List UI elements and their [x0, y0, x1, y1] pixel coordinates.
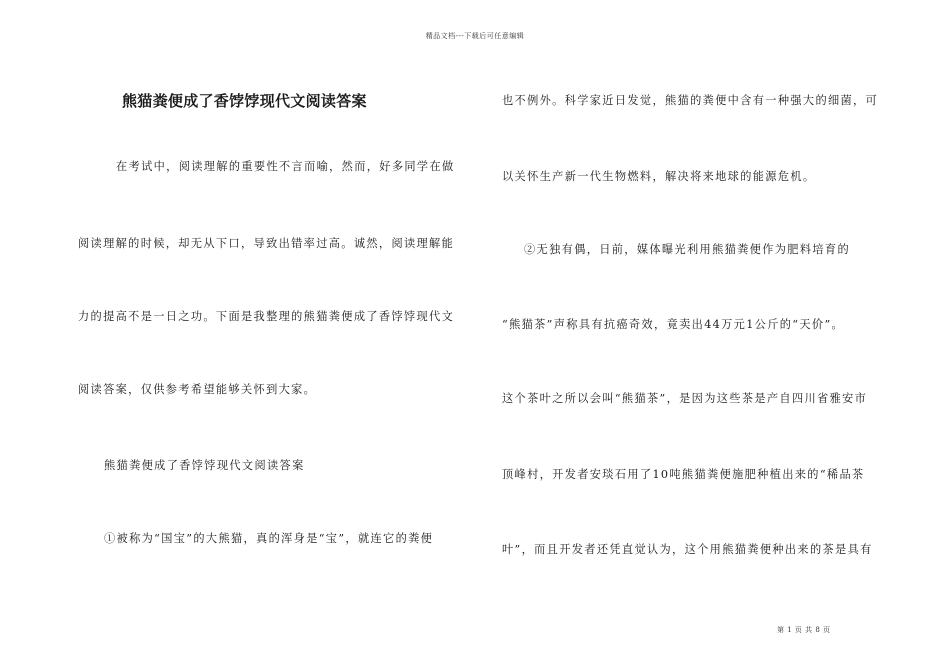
- document-title: 熊猫粪便成了香饽饽现代文阅读答案: [122, 92, 367, 110]
- paragraph-line: 在考试中，阅读理解的重要性不言而喻，然而，好多同学在做: [116, 160, 455, 173]
- paragraph-line: 叶”，而且开发者还凭直觉认为，这个用熊猫粪便种出来的茶是具有: [502, 543, 873, 556]
- paragraph-line: 阅读理解的时候，却无从下口，导致出错率过高。诚然，阅读理解能: [78, 237, 455, 250]
- paragraph-line: “熊猫茶”声称具有抗癌奇效，竟卖出44万元1公斤的“天价”。: [502, 318, 845, 331]
- paragraph-line: 顶峰村，开发者安琰石用了10吨熊猫粪便施肥种植出来的“稀品茶: [502, 468, 865, 481]
- page-header: 精品文档---下载后可任意编辑: [425, 32, 525, 40]
- paragraph-line: 也不例外。科学家近日发觉，熊猫的粪便中含有一种强大的细菌，可: [502, 94, 879, 107]
- paragraph-line: 这个茶叶之所以会叫“熊猫茶”，是因为这些茶是产自四川省雅安市: [502, 392, 868, 405]
- paragraph-line: ②无独有偶，日前，媒体曝光利用熊猫粪便作为肥料培育的: [524, 243, 850, 256]
- paragraph-line: 以关怀生产新一代生物燃料，解决将来地球的能源危机。: [502, 170, 816, 183]
- paragraph-line: 力的提高不是一日之功。下面是我整理的熊猫粪便成了香饽饽现代文: [78, 310, 455, 323]
- paragraph-line: 阅读答案，仅供参考希望能够关怀到大家。: [78, 383, 317, 396]
- paragraph-line: ①被称为“国宝”的大熊猫，真的浑身是“宝”，就连它的粪便: [104, 532, 434, 545]
- section-heading: 熊猫粪便成了香饽饽现代文阅读答案: [104, 459, 305, 472]
- page-footer: 第 1 页 共 8 页: [777, 626, 831, 634]
